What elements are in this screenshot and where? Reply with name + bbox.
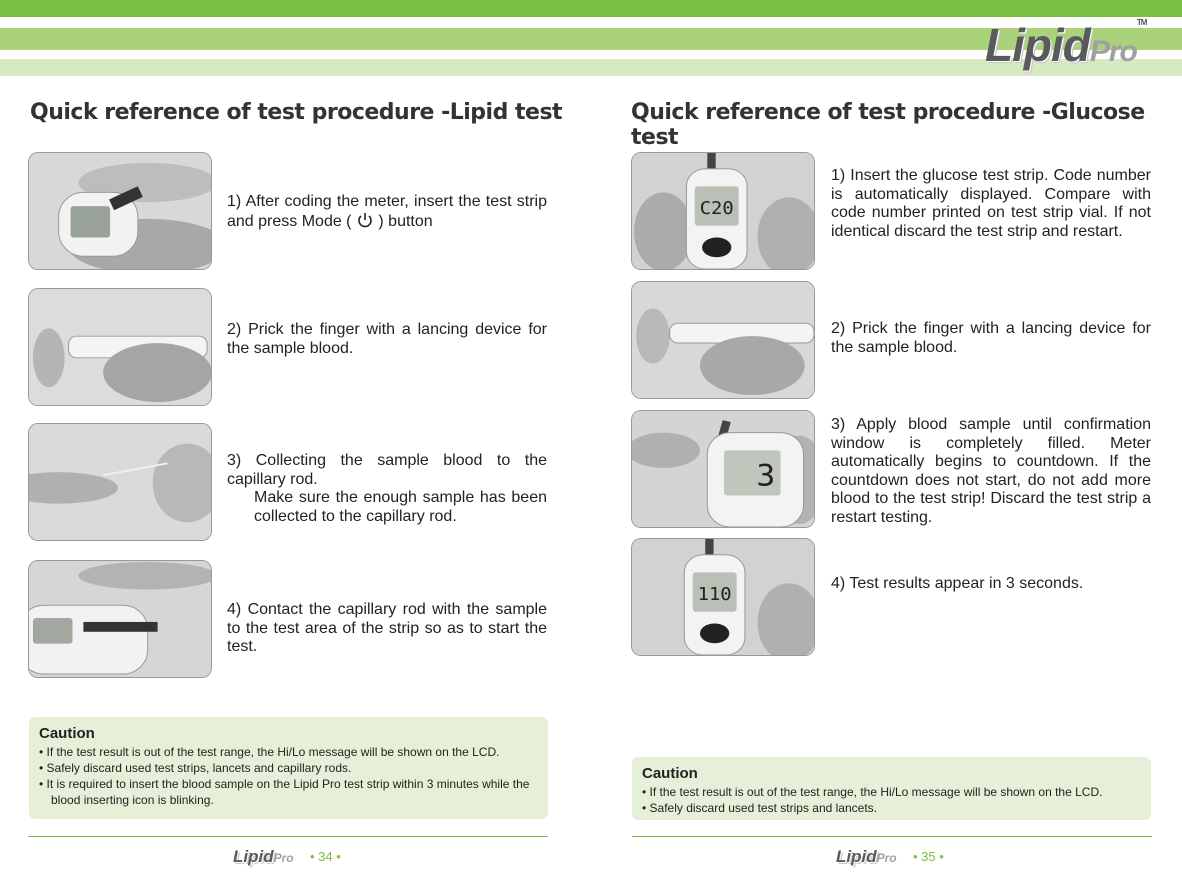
glucose-step-4: 4) Test results appear in 3 seconds.: [831, 575, 1084, 592]
lipidpro-logo-small: LipidPro: [836, 847, 897, 866]
power-icon: [356, 212, 374, 228]
glucose-step-2: 2) Prick the finger with a lancing device for the sample blood.: [831, 320, 1151, 356]
page-number: • 35 •: [913, 849, 944, 864]
header-stripe-dark: [0, 0, 1182, 17]
lipidpro-logo-small: LipidPro: [233, 847, 294, 866]
page-number: • 34 •: [310, 849, 341, 864]
lcd-countdown: 3: [756, 459, 776, 494]
lcd-result: 110: [697, 584, 732, 605]
lipid-step-3: 3) Collecting the sample blood to the capillary rod. Make sure the enough sample has been collected to the capillary rod.: [227, 452, 547, 525]
photo-insert-strip: [28, 152, 212, 270]
lipidpro-logo: LipidPro™: [985, 18, 1147, 71]
photo-capillary: [28, 423, 212, 541]
footer-divider: [632, 836, 1152, 837]
caution-box-glucose: [632, 757, 1151, 820]
glucose-step-1: 1) Insert the glucose test strip. Code number is automatically displayed. Compare with code number printed on test strip vial. If not identical discard the test strip and restart.: [831, 167, 1151, 240]
page-title-lipid: Quick reference of test procedure -Lipid test: [30, 100, 563, 125]
photo-code-display: [631, 152, 815, 270]
page-title-glucose: Quick reference of test procedure -Glucose test: [631, 100, 1145, 150]
caution-item: • Safely discard used test strips and lancets.: [642, 801, 877, 815]
lipid-step-4: 4) Contact the capillary rod with the sample to the test area of the strip so as to start the test.: [227, 601, 547, 655]
caution-item: • Safely discard used test strips, lancets and capillary rods.: [39, 761, 352, 775]
photo-lancing-glucose: [631, 281, 815, 399]
glucose-step-3: 3) Apply blood sample until confirmation window is completely filled. Meter automatically begins to countdown. If the countdown does not start, do not add more blood to the test strip! Discard the test strip a restart testing.: [831, 416, 1152, 526]
caution-item: • If the test result is out of the test range, the Hi/Lo message will be shown on the LCD.: [39, 745, 500, 759]
photo-lancing: [28, 288, 212, 406]
photo-apply-blood: [631, 410, 815, 528]
caution-title: Caution: [642, 765, 698, 782]
lipid-step-1: 1) After coding the meter, insert the test strip and press Mode ( ) button: [227, 193, 548, 230]
photo-result: [631, 538, 815, 656]
photo-contact-strip: [28, 560, 212, 678]
lcd-code: C20: [699, 198, 734, 219]
lipid-step-2: 2) Prick the finger with a lancing device for the sample blood.: [227, 321, 547, 357]
caution-item: • If the test result is out of the test range, the Hi/Lo message will be shown on the LCD.: [642, 785, 1103, 799]
caution-box-lipid: [29, 717, 548, 819]
footer-divider: [28, 836, 548, 837]
caution-title: Caution: [39, 725, 95, 742]
caution-item: • It is required to insert the blood sample on the Lipid Pro test strip within 3 minutes while the blood inserting icon is blinking.: [39, 777, 530, 807]
